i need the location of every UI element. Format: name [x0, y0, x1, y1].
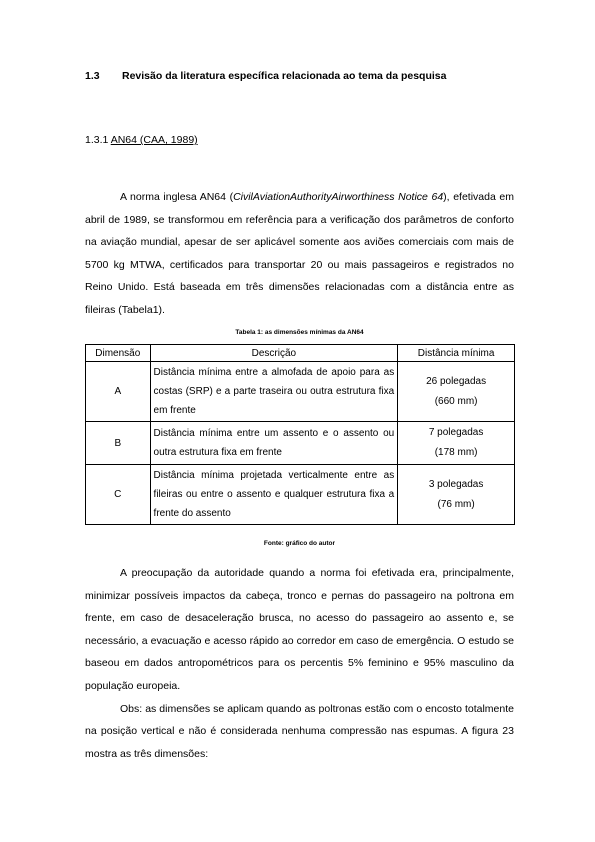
- note-paragraph: Obs: as dimensões se aplicam quando as poltronas estão com o encosto totalmente na posição vertical e não é considerada nenhuma compressão nas espumas. A figura 23 mostra as três dimensões:: [85, 702, 514, 760]
- row-description: Distância mínima projetada verticalmente entre as fileiras ou entre o assento e qualquer estrutura fixa a frente do assento: [150, 465, 398, 525]
- intro-lead: A norma inglesa AN64 (: [120, 191, 234, 203]
- intro-paragraph: [85, 186, 514, 322]
- row-min-distance: [398, 422, 515, 465]
- dimensions-table: [85, 344, 515, 525]
- header-min-distance: Distância mínima: [398, 345, 515, 362]
- min-distance-mm: (660 mm): [434, 395, 478, 407]
- body-paragraphs: [85, 562, 514, 765]
- row-dimension: C: [86, 465, 151, 525]
- table-caption: Tabela 1: as dimensões mínimas da AN64: [235, 329, 364, 336]
- min-distance-inches: 7 polegadas: [428, 427, 484, 438]
- table-row: [86, 465, 515, 525]
- row-min-distance: [398, 362, 515, 422]
- table-row: [86, 422, 515, 465]
- row-dimension: B: [86, 422, 151, 465]
- header-description: Descrição: [150, 345, 398, 362]
- concern-paragraph: A preocupação da autoridade quando a norma foi efetivada era, principalmente, minimizar possíveis impactos da cabeça, tronco e pernas do passageiro na poltrona em frente, em caso de desaceleração brusca, no acesso do passageiro ao assento e, se necessário, a evacuação e acesso rápido ao corredor em caso de emergência. O estudo se baseou em dados antropométricos para os percentis 5% feminino e 95% masculino da população europeia.: [85, 567, 514, 692]
- row-min-distance: [398, 465, 515, 525]
- row-description: Distância mínima entre a almofada de apoio para as costas (SRP) e a parte traseira ou outra estrutura fixa em frente: [150, 362, 398, 422]
- min-distance-mm: (76 mm): [437, 498, 475, 510]
- min-distance-mm: (178 mm): [434, 447, 478, 458]
- header-dimension: Dimensão: [86, 345, 151, 362]
- section-heading: [85, 70, 446, 82]
- intro-rest: ), efetivada em abril de 1989, se transformou em referência para a verificação dos parâmetros de conforto na aviação mundial, apesar de ser aplicável somente aos aviões comerciais com mais de 5700 kg MTWA, certificados para transportar 20 ou mais passageiros e registrados no Reino Unido. Está baseada em três dimensões relacionadas com a distância entre as fileiras (Tabela1).: [85, 191, 514, 316]
- section-title: Revisão da literatura específica relacionada ao tema da pesquisa: [122, 70, 447, 82]
- min-distance-inches: 26 polegadas: [426, 375, 487, 387]
- min-distance-inches: 3 polegadas: [428, 478, 484, 490]
- row-description: Distância mínima entre um assento e o assento ou outra estrutura fixa em frente: [150, 422, 398, 465]
- subsection-title: AN64 (CAA, 1989): [110, 134, 198, 146]
- row-dimension: A: [86, 362, 151, 422]
- intro-italic-title: CivilAviationAuthorityAirworthiness Notice 64: [233, 191, 444, 203]
- table-row: [86, 362, 515, 422]
- section-number: 1.3: [85, 70, 100, 82]
- table-source: Fonte: gráfico do autor: [263, 540, 336, 547]
- table-header-row: [86, 345, 515, 362]
- subsection-heading: [85, 134, 198, 146]
- subsection-number: 1.3.1: [85, 134, 111, 146]
